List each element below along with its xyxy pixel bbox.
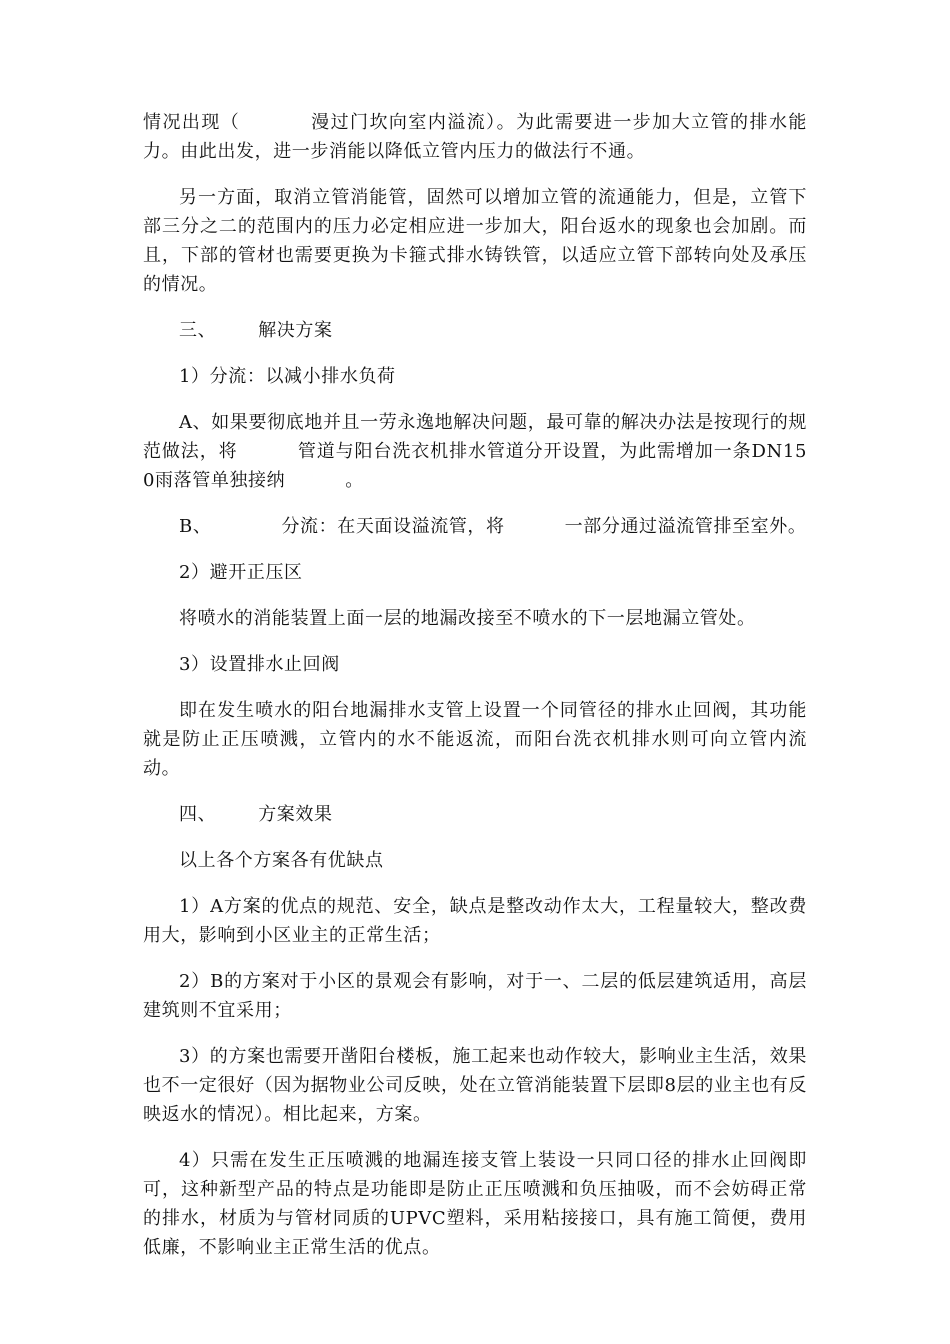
paragraph-option-b <box>143 512 807 541</box>
text-segment: 一部分通过溢流管排至室外。 <box>564 516 807 537</box>
subheading-avoid-positive-pressure: 2）避开正压区 <box>179 562 303 583</box>
heading-text: 方案效果 <box>258 804 333 825</box>
text-segment: 。 <box>345 470 364 491</box>
text-segment: 情况出现（ <box>143 112 241 133</box>
subheading-check-valve: 3）设置排水止回阀 <box>179 654 340 675</box>
paragraph-check-valve-detail: 即在发生喷水的阳台地漏排水支管上设置一个同管径的排水止回阀，其功能就是防止正压喷溅，立管内的水不能返流，而阳台洗衣机排水则可向立管内流动。 <box>143 700 807 779</box>
subheading-diversion: 1）分流：以减小排水负荷 <box>179 366 396 387</box>
paragraph-evaluation-1: 1）A方案的优点的规范、安全，缺点是整改动作太大，工程量较大，整改费用大，影响到小区业主的正常生活； <box>143 896 807 946</box>
heading-number: 四、 <box>179 804 217 825</box>
section-heading-effects <box>143 800 807 829</box>
text-segment: A、如果要彻底地并且一劳永逸地解决问题，最可靠的解决办法是按现行的规范做法，将 <box>143 412 807 462</box>
section-heading-solutions <box>143 316 807 345</box>
text-segment: B、 <box>179 516 212 537</box>
text-segment: 分流：在天面设溢流管，将 <box>281 516 505 537</box>
paragraph-evaluation-3: 3）的方案也需要开凿阳台楼板，施工起来也动作较大，影响业主生活，效果也不一定很好（因为据物业公司反映，处在立管消能装置下层即8层的业主也有反映返水的情况）。相比起来，方案。 <box>143 1046 807 1125</box>
paragraph-overflow-situation <box>143 108 807 166</box>
paragraph-pros-cons-intro: 以上各个方案各有优缺点 <box>179 850 384 871</box>
text-segment: 管道与阳台洗衣机排水管道分开设置，为此需增加一条DN150雨落管单独接纳 <box>143 441 808 491</box>
document-body <box>143 108 807 1262</box>
paragraph-option-a <box>143 408 807 495</box>
heading-text: 解决方案 <box>258 320 333 341</box>
paragraph-evaluation-2: 2）B的方案对于小区的景观会有影响，对于一、二层的低层建筑适用，高层建筑则不宜采用； <box>143 971 807 1021</box>
paragraph-reroute-floor-drain: 将喷水的消能装置上面一层的地漏改接至不喷水的下一层地漏立管处。 <box>179 608 756 629</box>
paragraph-evaluation-4: 4）只需在发生正压喷溅的地漏连接支管上装设一只同口径的排水止回阀即可，这种新型产品的特点是功能即是防止正压喷溅和负压抽吸，而不会妨碍正常的排水，材质为与管材同质的UPVC塑料，采用粘接接口，具有施工简便，费用低廉，不影响业主正常生活的优点。 <box>143 1150 807 1258</box>
text-segment: 漫过门坎向室内溢流）。为此需要进一步加大立管的排水能力。由此出发，进一步消能以降低立管内压力的做法行不通。 <box>143 112 807 162</box>
paragraph-cancel-energy-pipe: 另一方面，取消立管消能管，固然可以增加立管的流通能力，但是，立管下部三分之二的范围内的压力必定相应进一步加大，阳台返水的现象也会加剧。而且，下部的管材也需要更换为卡箍式排水铸铁管，以适应立管下部转向处及承压的情况。 <box>143 187 807 295</box>
heading-number: 三、 <box>179 320 217 341</box>
